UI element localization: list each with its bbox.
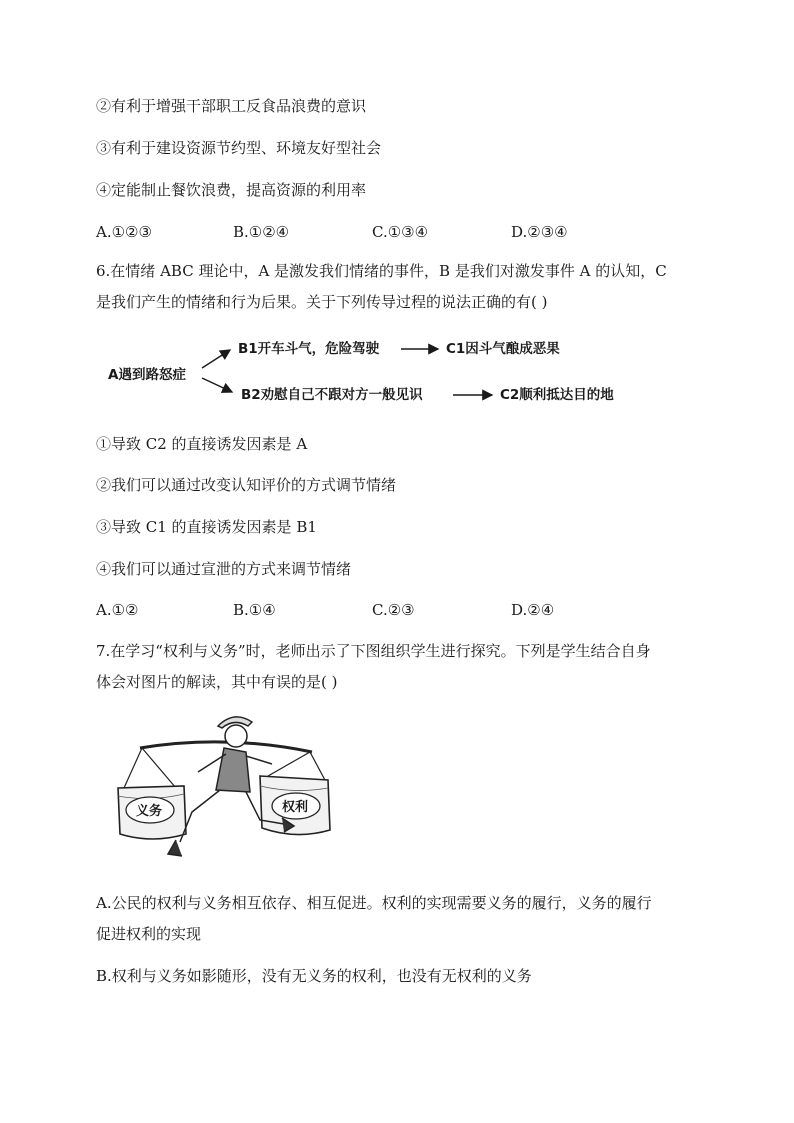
q7-stem-line-2: 体会对图片的解读，其中有误的是( ) xyxy=(96,673,338,691)
q6-item-2: ②我们可以通过改变认知评价的方式调节情绪 xyxy=(96,476,397,494)
q6-stem-line-2: 是我们产生的情绪和行为后果。关于下列传导过程的说法正确的有( ) xyxy=(96,293,548,311)
q6-item-3: ③导致 C1 的直接诱发因素是 B1 xyxy=(96,518,317,536)
q5-option-b: B.①②④ xyxy=(233,223,290,241)
arrow-a-to-b1 xyxy=(202,350,230,368)
carrying-pole-illustration xyxy=(100,712,350,867)
obligation-label: 义务 xyxy=(136,804,163,819)
q5-option-a: A.①②③ xyxy=(96,223,152,241)
q5-item-3: ③有利于建设资源节约型、环境友好型社会 xyxy=(96,139,382,157)
q6-option-d: D.②④ xyxy=(511,601,555,619)
q6-option-b: B.①④ xyxy=(233,601,276,619)
q7-stem-line-1: 7.在学习“权利与义务”时，老师出示了下图组织学生进行探究。下列是学生结合自身 xyxy=(96,642,651,660)
arrow-a-to-b2 xyxy=(202,378,232,392)
q5-option-d: D.②③④ xyxy=(511,223,568,241)
diagram-node-b2: B2劝慰自己不跟对方一般见识 xyxy=(241,387,423,403)
q6-option-a: A.①② xyxy=(96,601,139,619)
q5-item-4: ④定能制止餐饮浪费，提高资源的利用率 xyxy=(96,181,367,199)
q6-options xyxy=(96,600,716,620)
q7-option-b: B.权利与义务如影随形，没有无义务的权利，也没有无权利的义务 xyxy=(96,967,532,985)
rights-label: 权利 xyxy=(282,800,309,815)
diagram-node-c2: C2顺利抵达目的地 xyxy=(500,387,614,403)
diagram-node-a: A遇到路怒症 xyxy=(108,367,186,383)
q6-item-1: ①导致 C2 的直接诱发因素是 A xyxy=(96,435,308,453)
q6-stem-line-1: 6.在情绪 ABC 理论中，A 是激发我们情绪的事件，B 是我们对激发事件 A 的认知，C xyxy=(96,262,667,280)
q5-options xyxy=(96,222,716,242)
q6-item-4: ④我们可以通过宣泄的方式来调节情绪 xyxy=(96,560,352,578)
q5-option-c: C.①③④ xyxy=(372,223,429,241)
q7-option-a-line-2: 促进权利的实现 xyxy=(96,925,202,943)
q6-option-c: C.②③ xyxy=(372,601,415,619)
abc-flow-diagram xyxy=(96,330,716,410)
q7-option-a-line-1: A.公民的权利与义务相互依存、相互促进。权利的实现需要义务的履行，义务的履行 xyxy=(96,894,652,912)
diagram-node-b1: B1开车斗气，危险驾驶 xyxy=(238,341,380,357)
q5-item-2: ②有利于增强干部职工反食品浪费的意识 xyxy=(96,97,367,115)
diagram-node-c1: C1因斗气酿成恶果 xyxy=(446,341,560,357)
